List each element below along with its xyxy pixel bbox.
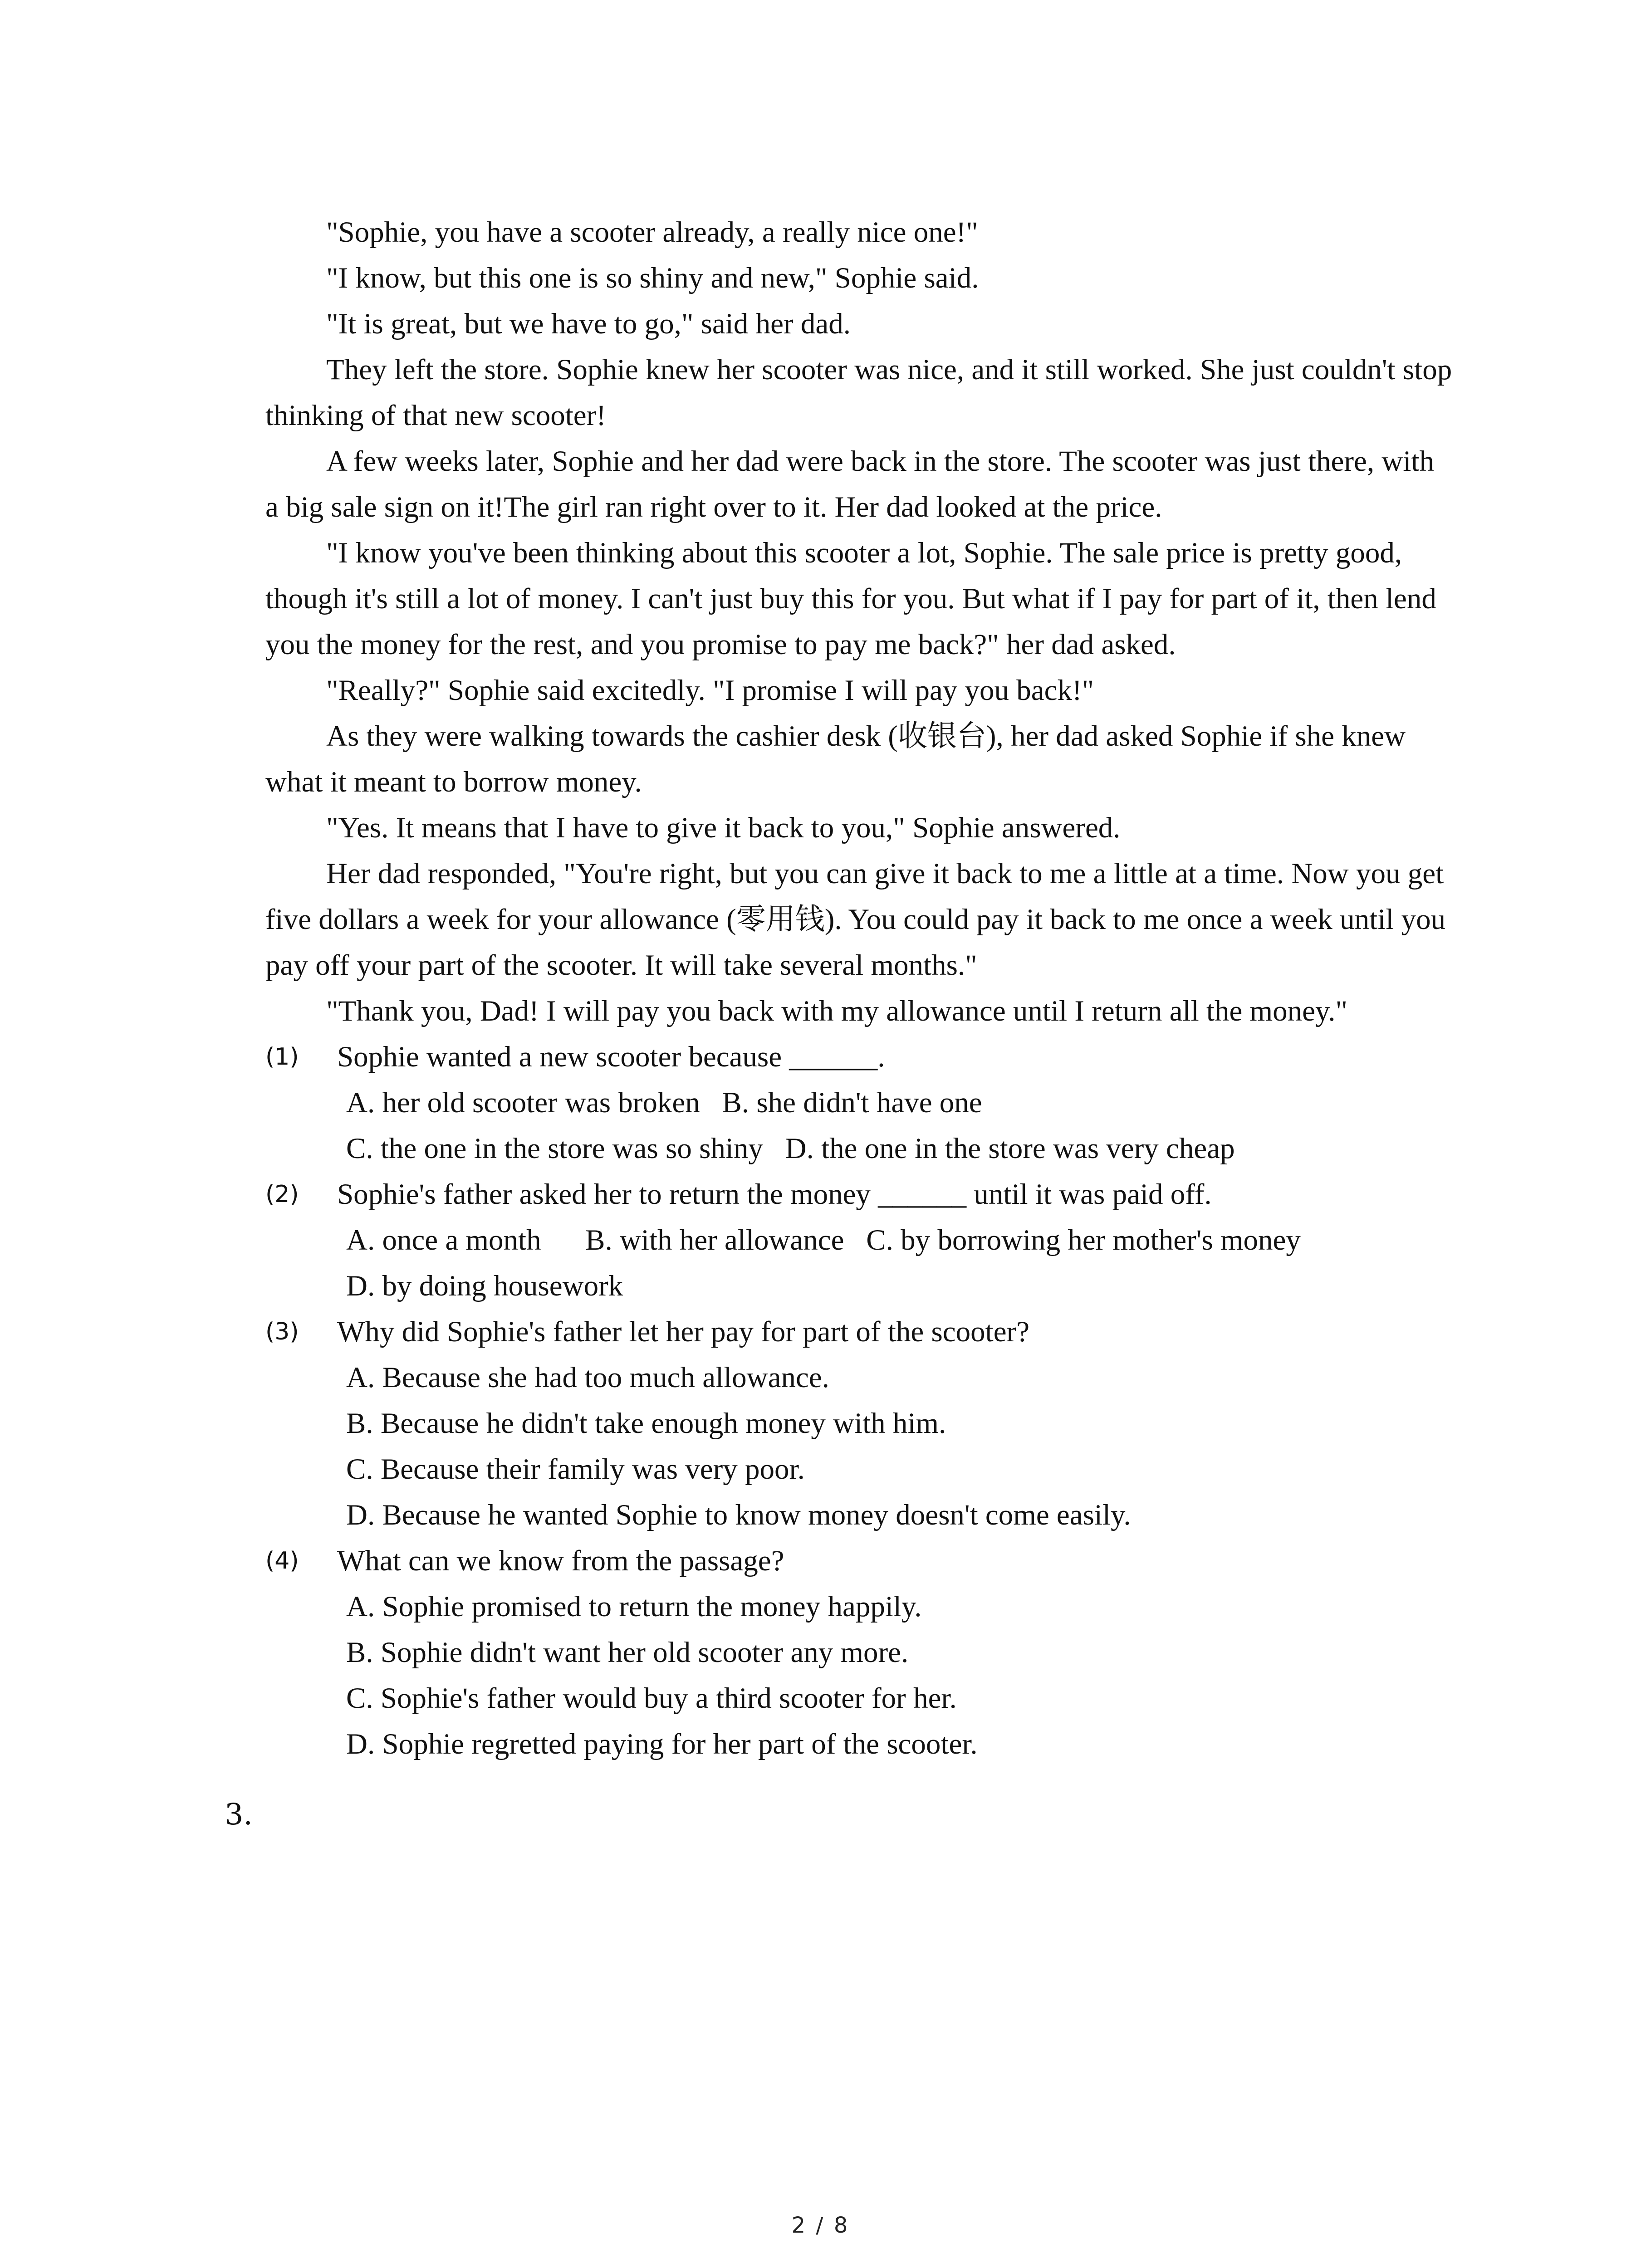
answer-options: C. the one in the store was so shiny D. the one in the store was very cheap: [346, 1132, 1235, 1165]
question-text: Sophie wanted a new scooter because ______.: [337, 1041, 885, 1073]
next-question-number: 3.: [225, 1798, 253, 1832]
answer-options: A. once a month B. with her allowance C. by borrowing her mother's money: [346, 1224, 1301, 1256]
question-1: [265, 1034, 1454, 1172]
passage-paragraph: A few weeks later, Sophie and her dad were back in the store. The scooter was just there, with a big sale sign on it!The girl ran right over to it. Her dad looked at the price.: [265, 445, 1434, 523]
question-2: [265, 1172, 1454, 1309]
question-4: [265, 1538, 1454, 1767]
passage-paragraph: As they were walking towards the cashier desk (收银台), her dad asked Sophie if she knew what it meant to borrow money.: [265, 720, 1406, 798]
answer-option: B. Sophie didn't want her old scooter any more.: [346, 1636, 909, 1669]
passage-paragraph: "Sophie, you have a scooter already, a really nice one!": [326, 216, 978, 249]
answer-options: A. her old scooter was broken B. she didn't have one: [346, 1086, 982, 1119]
question-number: (4): [265, 1547, 299, 1574]
passage-paragraph: "I know you've been thinking about this scooter a lot, Sophie. The sale price is pretty good, though it's still a lot of money. I can't just buy this for you. But what if I pay for part of it, then lend you the money for the rest, and you promise to pay me back?" her dad asked.: [265, 537, 1436, 661]
passage-paragraph: They left the store. Sophie knew her scooter was nice, and it still worked. She just couldn't stop thinking of that new scooter!: [265, 353, 1452, 432]
question-text: Why did Sophie's father let her pay for part of the scooter?: [337, 1315, 1030, 1348]
passage-paragraph: "Yes. It means that I have to give it back to you," Sophie answered.: [326, 811, 1121, 844]
question-stem: [265, 1309, 1454, 1355]
answer-option: D. Sophie regretted paying for her part of the scooter.: [346, 1728, 978, 1760]
question-number: (2): [265, 1181, 299, 1208]
question-3: [265, 1309, 1454, 1538]
passage-paragraph: "It is great, but we have to go," said her dad.: [326, 308, 851, 340]
question-stem: [265, 1538, 1454, 1584]
reading-passage: [265, 210, 1454, 1767]
passage-paragraph: "Really?" Sophie said excitedly. "I promise I will pay you back!": [326, 674, 1094, 707]
question-text: Sophie's father asked her to return the money ______ until it was paid off.: [337, 1178, 1212, 1211]
question-text: What can we know from the passage?: [337, 1545, 784, 1577]
answer-option: C. Sophie's father would buy a third scooter for her.: [346, 1682, 957, 1715]
question-stem: [265, 1172, 1454, 1217]
page-number: 2 / 8: [791, 2213, 850, 2238]
question-number: (3): [265, 1318, 299, 1345]
passage-paragraph: "Thank you, Dad! I will pay you back with my allowance until I return all the money.": [326, 995, 1348, 1027]
answer-options: D. by doing housework: [346, 1270, 623, 1302]
answer-option: C. Because their family was very poor.: [346, 1453, 805, 1486]
question-number: (1): [265, 1043, 299, 1070]
passage-paragraph: Her dad responded, "You're right, but you can give it back to me a little at a time. Now you get five dollars a week for your allowance (零用钱). You could pay it back to me once a week until you pay off your part of the scooter. It will take several months.": [265, 857, 1446, 982]
question-stem: [265, 1034, 1454, 1080]
answer-option: A. Because she had too much allowance.: [346, 1361, 829, 1394]
passage-paragraph: "I know, but this one is so shiny and new," Sophie said.: [326, 262, 979, 294]
answer-option: D. Because he wanted Sophie to know money doesn't come easily.: [346, 1499, 1131, 1531]
answer-option: B. Because he didn't take enough money with him.: [346, 1407, 946, 1440]
answer-option: A. Sophie promised to return the money happily.: [346, 1590, 922, 1623]
